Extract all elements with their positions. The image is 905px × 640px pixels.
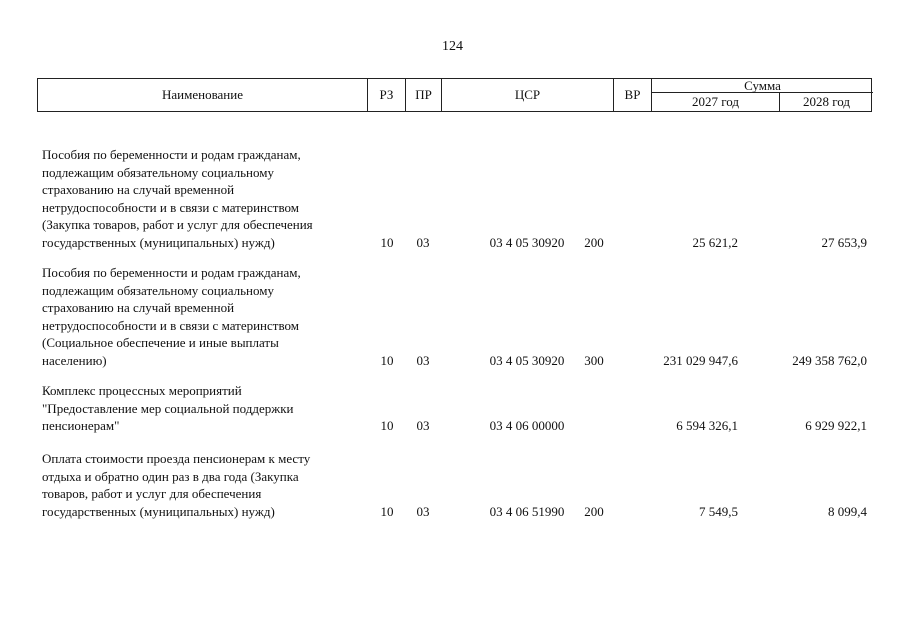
- row-name: Пособия по беременности и родам гражданам, подлежащим обязательному социальному страхованию на случай временной нетрудоспособности и в связи с материнством (Социальное обеспечение и иные выплаты населению): [42, 265, 301, 368]
- row-rz: 10: [380, 418, 394, 434]
- row-vr: 200: [584, 235, 604, 251]
- row-vr: 200: [584, 504, 604, 520]
- column-header-sum: Сумма: [652, 79, 873, 93]
- row-sum-2027: 6 594 326,1: [676, 418, 738, 434]
- column-header-name: Наименование: [38, 79, 368, 111]
- table-row: [0, 264, 905, 370]
- row-sum-2027: 7 549,5: [699, 504, 738, 520]
- column-header-vr: ВР: [614, 79, 652, 111]
- row-sum-2028: 8 099,4: [828, 504, 867, 520]
- column-header-pr: ПР: [406, 79, 442, 111]
- row-csr: 03 4 06 00000: [489, 418, 565, 434]
- column-header-sum-group: [652, 79, 873, 111]
- row-pr: 03: [416, 235, 430, 251]
- row-name: Пособия по беременности и родам гражданам, подлежащим обязательному социальному страхованию на случай временной нетрудоспособности и в связи с материнством (Закупка товаров, работ и услуг для обеспечения государственных (муниципальных) нужд): [42, 147, 313, 250]
- column-header-year-2027: 2027 год: [652, 93, 780, 111]
- row-sum-2027: 231 029 947,6: [663, 353, 738, 369]
- row-vr: 300: [584, 353, 604, 369]
- row-rz: 10: [380, 235, 394, 251]
- row-name: Комплекс процессных мероприятий "Предоставление мер социальной поддержки пенсионерам": [42, 383, 294, 434]
- row-csr: 03 4 05 30920: [489, 235, 565, 251]
- row-csr: 03 4 06 51990: [489, 504, 565, 520]
- table-row: [0, 450, 905, 521]
- row-pr: 03: [416, 504, 430, 520]
- row-name: Оплата стоимости проезда пенсионерам к месту отдыха и обратно один раз в два года (Закупка товаров, работ и услуг для обеспечения государственных (муниципальных) нужд): [42, 451, 311, 519]
- row-sum-2028: 6 929 922,1: [805, 418, 867, 434]
- table-row: [0, 382, 905, 435]
- column-header-year-2028: 2028 год: [803, 94, 850, 109]
- row-rz: 10: [380, 504, 394, 520]
- row-sum-2027: 25 621,2: [692, 235, 738, 251]
- row-pr: 03: [416, 418, 430, 434]
- row-sum-2028: 27 653,9: [821, 235, 867, 251]
- row-rz: 10: [380, 353, 394, 369]
- table-row: [0, 146, 905, 252]
- column-header-csr: ЦСР: [442, 79, 614, 111]
- row-sum-2028: 249 358 762,0: [792, 353, 867, 369]
- page-number: 124: [442, 39, 463, 54]
- column-header-rz: РЗ: [368, 79, 406, 111]
- table-header: [37, 78, 872, 112]
- row-csr: 03 4 05 30920: [489, 353, 565, 369]
- row-pr: 03: [416, 353, 430, 369]
